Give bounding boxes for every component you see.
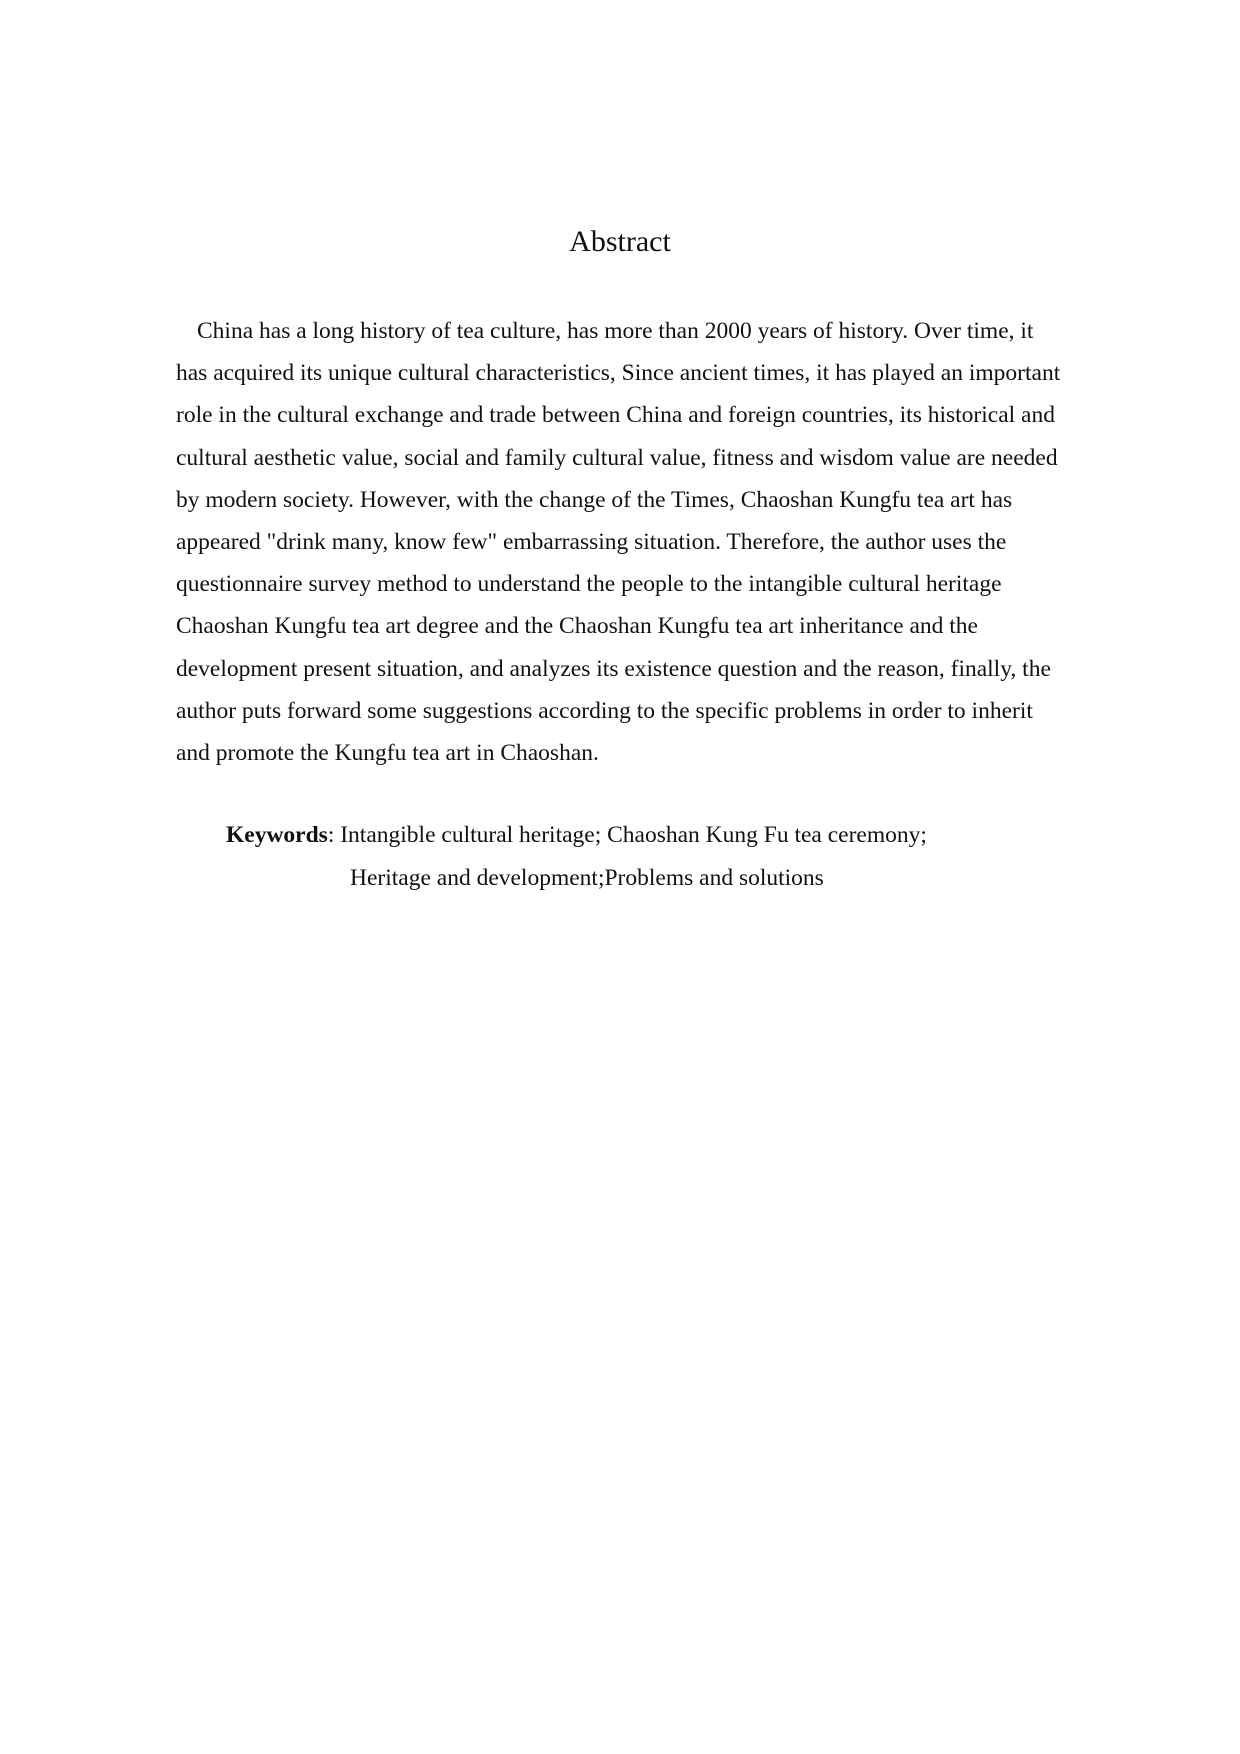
abstract-line: appeared "drink many, know few" embarrassing situation. Therefore, the author uses the xyxy=(176,529,1007,556)
abstract-line: has acquired its unique cultural characteristics, Since ancient times, it has played an important xyxy=(176,360,1061,387)
keywords-label: Keywords xyxy=(226,822,328,848)
keywords-line-1 xyxy=(226,822,927,848)
page-title: Abstract xyxy=(569,225,671,258)
abstract-line: cultural aesthetic value, social and family cultural value, fitness and wisdom value are needed xyxy=(176,444,1058,471)
keywords-text-1: Intangible cultural heritage; Chaoshan Kung Fu tea ceremony; xyxy=(340,822,927,848)
abstract-line: by modern society. However, with the change of the Times, Chaoshan Kungfu tea art has xyxy=(176,486,1013,513)
keywords-text-2: Heritage and development;Problems and solutions xyxy=(350,865,824,891)
abstract-line: and promote the Kungfu tea art in Chaoshan. xyxy=(176,740,599,767)
abstract-line: author puts forward some suggestions according to the specific problems in order to inherit xyxy=(176,697,1033,724)
abstract-line: Chaoshan Kungfu tea art degree and the Chaoshan Kungfu tea art inheritance and the xyxy=(176,613,978,640)
abstract-line: role in the cultural exchange and trade between China and foreign countries, its historical and xyxy=(176,402,1055,429)
abstract-paragraph xyxy=(176,310,1111,774)
keywords-separator: : xyxy=(327,822,341,848)
keywords-block xyxy=(226,814,927,900)
abstract-line: China has a long history of tea culture, has more than 2000 years of history. Over time, it xyxy=(197,318,1034,344)
abstract-line: development present situation, and analyzes its existence question and the reason, finally, the xyxy=(176,655,1051,682)
abstract-line: questionnaire survey method to understand the people to the intangible cultural heritage xyxy=(176,571,1002,598)
